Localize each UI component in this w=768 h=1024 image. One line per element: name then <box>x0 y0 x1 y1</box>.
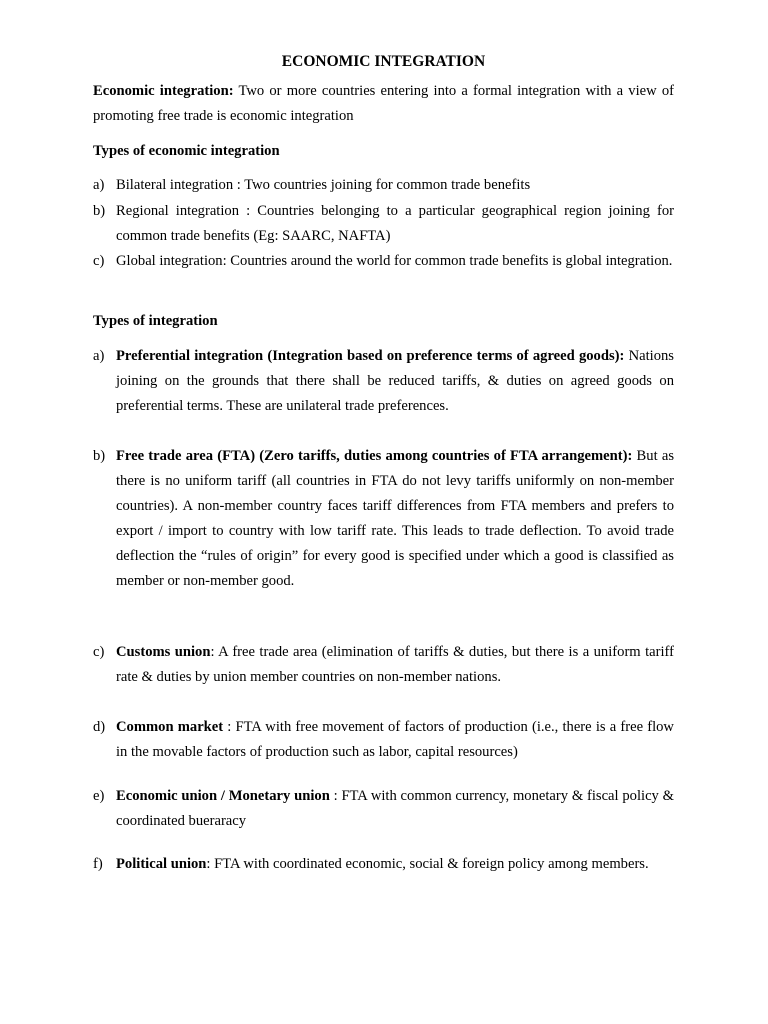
list-marker: b) <box>93 203 106 219</box>
list-item-text: Bilateral integration : Two countries joining for common trade benefits <box>116 177 531 193</box>
list-marker: c) <box>93 253 105 269</box>
list-marker: a) <box>93 177 105 193</box>
definition-text: Two or more countries entering into a formal integration with a view of promoting free trade is economic integration <box>93 83 674 124</box>
list-item-term: Customs union <box>116 644 211 660</box>
list-item-text: : FTA with coordinated economic, social & foreign policy among members. <box>206 856 649 872</box>
definition-paragraph <box>93 79 674 129</box>
list-item-text: But as there is no uniform tariff (all countries in FTA do not levy tariffs uniformly on non-member countries). A non-member country faces tariff differences from FTA members and prefers to export / import to country with low tariff rate. This leads to trade deflection. To avoid trade deflection the “rules of origin” for every good is specified under which a good is classified as member or non-member good. <box>116 448 674 589</box>
list-item-term: Economic union / Monetary union <box>116 788 330 804</box>
types-integration-heading: Types of integration <box>93 313 218 329</box>
list-item-content <box>116 784 674 834</box>
list-item <box>93 640 674 690</box>
list-item <box>93 444 674 594</box>
list-item-content <box>116 715 674 765</box>
list-marker: c) <box>93 644 105 660</box>
list-item-term: Preferential integration (Integration based on preference terms of agreed goods): <box>116 348 625 364</box>
list-marker: e) <box>93 788 105 804</box>
list-item-content <box>116 852 674 877</box>
list-marker: b) <box>93 448 106 464</box>
list-item-content <box>116 444 674 594</box>
list-item-text: : FTA with free movement of factors of production (i.e., there is a free flow in the movable factors of production such as labor, capital resources) <box>116 719 674 760</box>
list-item-text: Regional integration : Countries belonging to a particular geographical region joining for common trade benefits (Eg: SAARC, NAFTA) <box>116 203 674 244</box>
list-marker: f) <box>93 856 103 872</box>
list-item-text: : FTA with common currency, monetary & fiscal policy & coordinated bueraracy <box>116 788 674 829</box>
list-item <box>93 344 674 419</box>
list-item <box>93 784 674 834</box>
definition-term: Economic integration: <box>93 83 234 99</box>
list-item-term: Free trade area (FTA) (Zero tariffs, duties among countries of FTA arrangement): <box>116 448 633 464</box>
list-marker: d) <box>93 719 106 735</box>
list-item <box>93 715 674 765</box>
list-item <box>93 173 674 198</box>
types-economic-heading: Types of economic integration <box>93 143 280 159</box>
list-marker: a) <box>93 348 105 364</box>
list-item-content <box>116 344 674 419</box>
list-item-text: Global integration: Countries around the world for common trade benefits is global integration. <box>116 253 673 269</box>
list-item <box>93 249 674 274</box>
list-item-term: Political union <box>116 856 207 872</box>
list-item-term: Common market <box>116 719 224 735</box>
list-item <box>93 199 674 249</box>
list-item-content <box>116 640 674 690</box>
list-item-text: Nations joining on the grounds that there shall be reduced tariffs, & duties on agreed goods on preferential terms. These are unilateral trade preferences. <box>116 348 674 414</box>
document-title: ECONOMIC INTEGRATION <box>281 53 486 70</box>
list-item <box>93 852 674 877</box>
list-item-text: : A free trade area (elimination of tariffs & duties, but there is a uniform tariff rate & duties by union member countries on non-member nations. <box>116 644 674 685</box>
